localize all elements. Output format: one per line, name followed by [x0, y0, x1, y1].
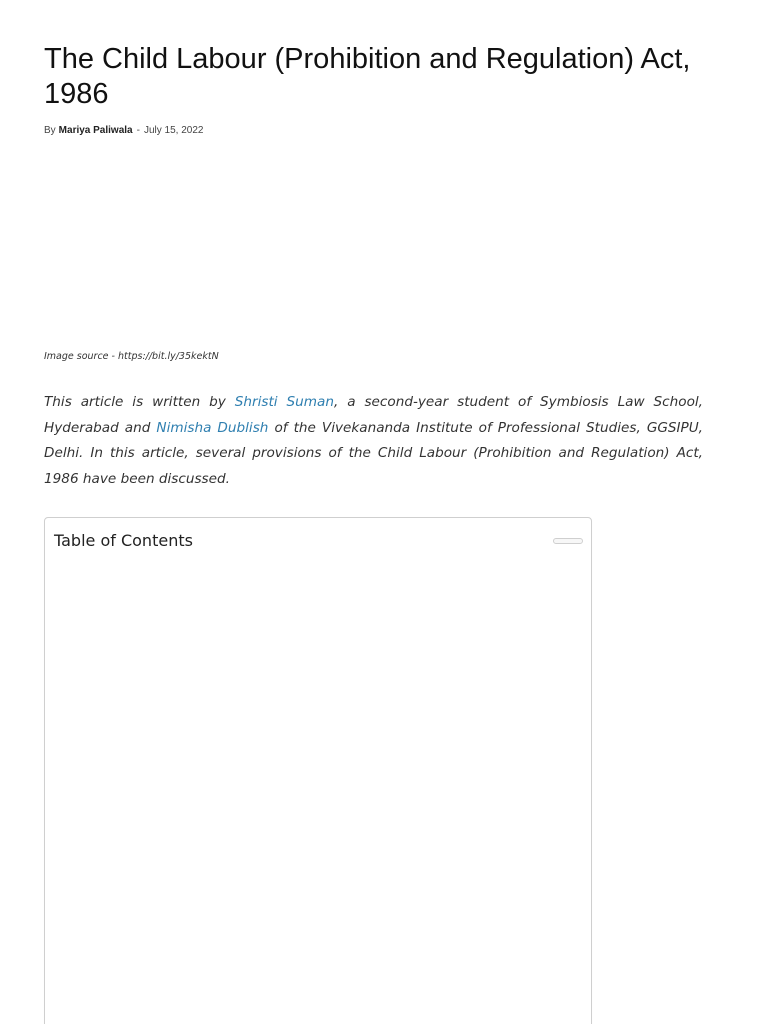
byline-by-label: By [44, 125, 56, 136]
toc-toggle-button[interactable] [553, 538, 583, 544]
article-intro [44, 390, 703, 493]
publish-date: July 15, 2022 [143, 125, 204, 136]
author-link[interactable]: Mariya Paliwala [58, 125, 133, 136]
table-of-contents [44, 517, 592, 1024]
intro-text-1: This article is written by [44, 394, 235, 410]
author-link-nimisha-dublish[interactable]: Nimisha Dublish [156, 419, 269, 436]
article-byline [44, 124, 203, 138]
author-link-shristi-suman[interactable]: Shristi Suman [234, 394, 334, 410]
toc-title: Table of Contents [54, 531, 193, 550]
intro-text-3: of the Vivekananda Institute of Professional Studies, GGSIPU, Delhi. In this article, several provisions of the Child Labour (Prohibition and Regulation) Act, 1986 have been discussed. [44, 419, 703, 488]
article-title: The Child Labour (Prohibition and Regulation) Act, 1986 [44, 43, 691, 110]
image-source-caption: Image source - https://bit.ly/35kektN [44, 351, 219, 362]
byline-separator: - [136, 125, 140, 136]
intro-text-2: , a second-year student of Symbiosis Law School, Hyderabad and [44, 394, 703, 436]
